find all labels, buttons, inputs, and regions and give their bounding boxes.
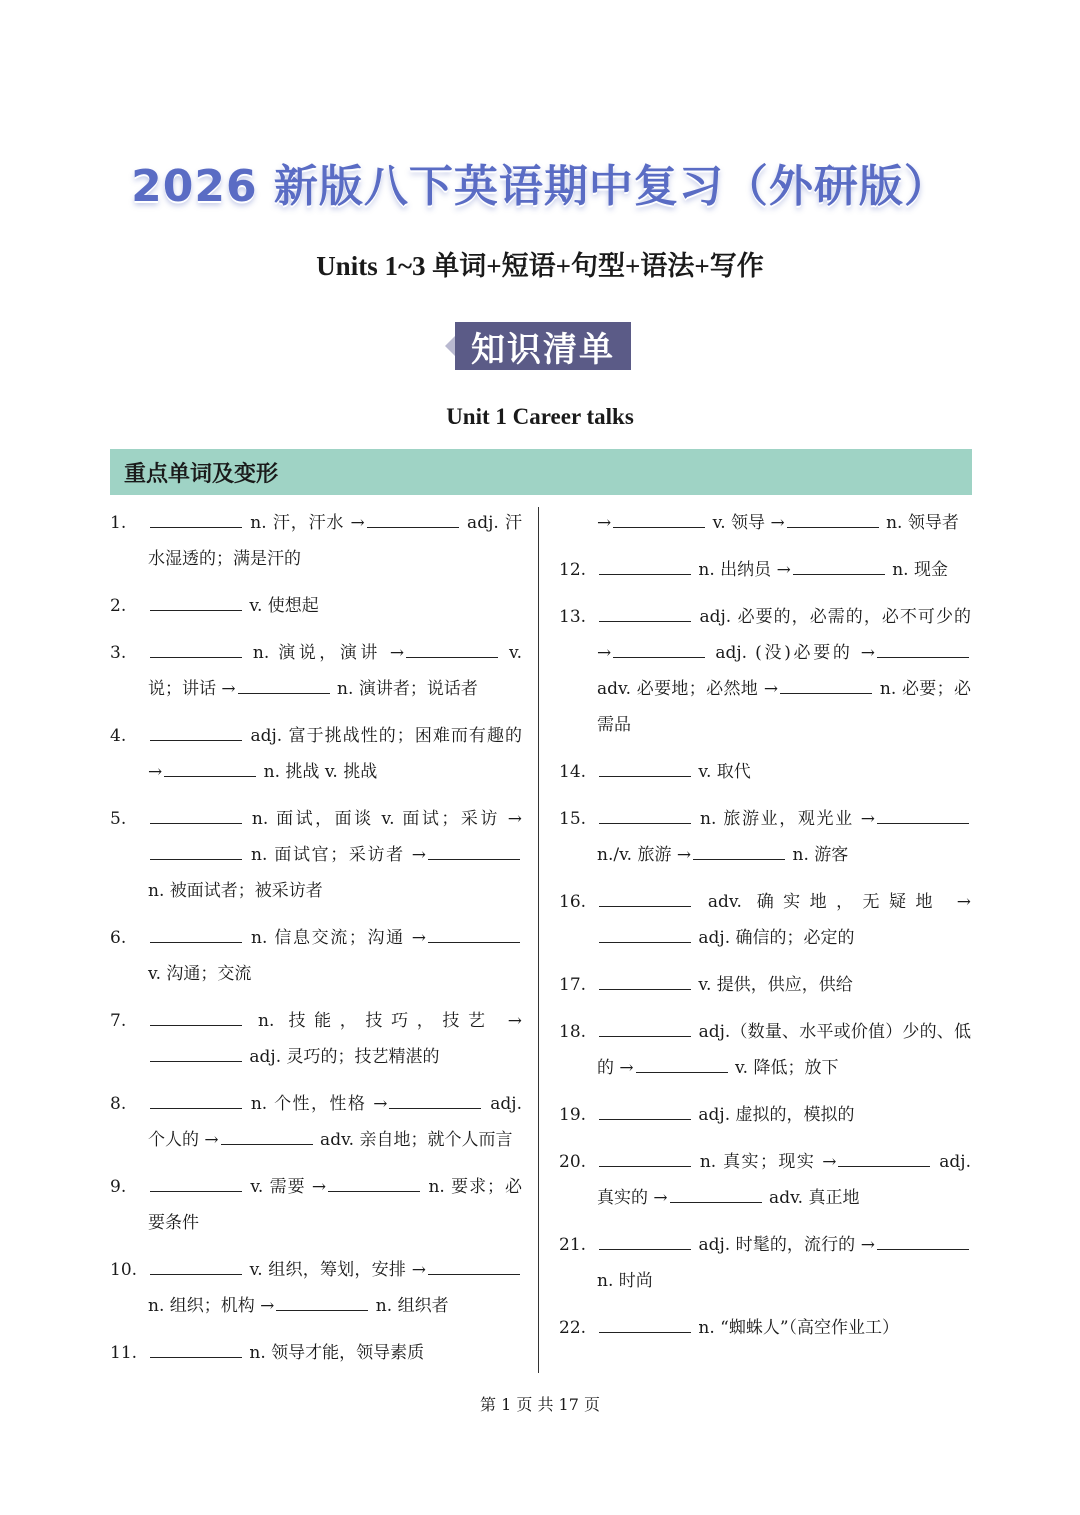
right-column <box>559 505 971 1357</box>
left-column <box>110 505 522 1382</box>
entry-text: n. 出纳员 → n. 现金 <box>597 552 971 588</box>
entry-text: v. 需要 → n. 要求；必要条件 <box>148 1177 522 1233</box>
fill-blank[interactable] <box>221 1130 313 1145</box>
entry-number: 12. <box>559 560 587 580</box>
entry-number: 9. <box>110 1177 127 1197</box>
document-title: 2026 新版八下英语期中复习（外研版） <box>131 161 949 212</box>
fill-blank[interactable] <box>150 928 242 943</box>
fill-blank[interactable] <box>150 726 242 741</box>
entry-number: 18. <box>559 1022 587 1042</box>
fill-blank[interactable] <box>164 762 256 777</box>
fill-blank[interactable] <box>877 1235 969 1250</box>
fill-blank[interactable] <box>599 809 691 824</box>
fill-blank[interactable] <box>428 845 520 860</box>
fill-blank[interactable] <box>238 679 330 694</box>
fill-blank[interactable] <box>599 892 691 907</box>
vocab-entry <box>559 1310 971 1346</box>
entry-number: 1. <box>110 513 127 533</box>
document-subtitle: Units 1~3 单词+短语+句型+语法+写作 <box>316 251 764 281</box>
entry-number: 15. <box>559 809 587 829</box>
fill-blank[interactable] <box>636 1058 728 1073</box>
fill-blank[interactable] <box>150 643 242 658</box>
vocab-entry <box>110 718 522 790</box>
entry-text: adj. 时髦的，流行的 → n. 时尚 <box>597 1227 971 1299</box>
fill-blank[interactable] <box>613 643 705 658</box>
vocab-entry <box>559 1097 971 1133</box>
entry-number: 11. <box>110 1343 138 1363</box>
fill-blank[interactable] <box>150 1094 242 1109</box>
fill-blank[interactable] <box>599 1152 691 1167</box>
fill-blank[interactable] <box>599 1022 691 1037</box>
fill-blank[interactable] <box>150 1260 242 1275</box>
entry-number: 17. <box>559 975 587 995</box>
vocab-entry <box>110 920 522 992</box>
entry-number: 13. <box>559 607 587 627</box>
fill-blank[interactable] <box>793 560 885 575</box>
fill-blank[interactable] <box>150 1047 242 1062</box>
entry-number: 22. <box>559 1318 587 1338</box>
fill-blank[interactable] <box>599 762 691 777</box>
fill-blank[interactable] <box>428 928 520 943</box>
entry-text: v. 取代 <box>597 754 971 790</box>
column-divider <box>538 507 539 1373</box>
entry-number: 8. <box>110 1094 127 1114</box>
fill-blank[interactable] <box>276 1296 368 1311</box>
vocab-entry <box>559 967 971 1003</box>
fill-blank[interactable] <box>599 607 691 622</box>
vocab-entry <box>110 801 522 909</box>
entry-number: 16. <box>559 892 587 912</box>
fill-blank[interactable] <box>877 643 969 658</box>
fill-blank[interactable] <box>599 560 691 575</box>
fill-blank[interactable] <box>599 1318 691 1333</box>
vocab-entry <box>559 552 971 588</box>
vocab-entry <box>110 505 522 577</box>
fill-blank[interactable] <box>838 1152 930 1167</box>
fill-blank[interactable] <box>613 513 705 528</box>
vocab-entry <box>110 1335 522 1371</box>
entry-number: 6. <box>110 928 127 948</box>
vocab-entry <box>559 801 971 873</box>
fill-blank[interactable] <box>428 1260 520 1275</box>
entry-number: 10. <box>110 1260 138 1280</box>
fill-blank[interactable] <box>599 1105 691 1120</box>
knowledge-list-badge: 知识清单 <box>455 322 631 370</box>
vocab-entry <box>110 588 522 624</box>
vocab-entry <box>559 1227 971 1299</box>
fill-blank[interactable] <box>389 1094 481 1109</box>
fill-blank[interactable] <box>150 513 242 528</box>
entry-text: adv. 确实地，无疑地 → adj. 确信的；必定的 <box>597 884 971 956</box>
entry-number: 19. <box>559 1105 587 1125</box>
entry-number: 7. <box>110 1011 127 1031</box>
vocab-entry <box>110 1169 522 1241</box>
entry-text: adj. 必要的，必需的，必不可少的 → adj. (没)必要的 → adv. 必要地；必然地 → n. 必要；必需品 <box>597 607 971 735</box>
fill-blank[interactable] <box>367 513 459 528</box>
entry-text: adj.（数量、水平或价值）少的、低的 → v. 降低；放下 <box>597 1022 971 1078</box>
entry-text: n. 技能，技巧，技艺 → adj. 灵巧的；技艺精湛的 <box>148 1003 522 1075</box>
vocab-entry <box>559 1144 971 1216</box>
entry-text: n. 演说，演讲 → v. 说；讲话 → n. 演讲者；说话者 <box>148 643 522 699</box>
entry-text: → v. 领导 → n. 领导者 <box>597 513 959 533</box>
entry-text: n. 真实；现实 → adj. 真实的 → adv. 真正地 <box>597 1152 971 1208</box>
entry-text: v. 使想起 <box>148 588 522 624</box>
entry-number: 3. <box>110 643 127 663</box>
entry-text: n. 面试，面谈 v. 面试；采访 → n. 面试官；采访者 → n. 被面试者；被采访者 <box>148 809 522 901</box>
page-footer: 第 1 页 共 17 页 <box>480 1395 600 1414</box>
vocab-entry <box>110 1003 522 1075</box>
fill-blank[interactable] <box>150 809 242 824</box>
vocab-entry <box>559 505 971 541</box>
entry-text: adj. 富于挑战性的；困难而有趣的 → n. 挑战 v. 挑战 <box>148 726 522 782</box>
entry-number: 4. <box>110 726 127 746</box>
vocab-entry <box>559 754 971 790</box>
vocab-entry <box>559 1014 971 1086</box>
fill-blank[interactable] <box>780 679 872 694</box>
entry-text: n. 汗，汗水 → adj. 汗水湿透的；满是汗的 <box>148 513 523 569</box>
entry-text: adj. 虚拟的，模拟的 <box>597 1097 971 1133</box>
fill-blank[interactable] <box>150 596 242 611</box>
vocab-entry <box>110 1252 522 1324</box>
entry-number: 20. <box>559 1152 587 1172</box>
unit-title: Unit 1 Career talks <box>446 404 634 429</box>
vocab-entry <box>110 635 522 707</box>
fill-blank[interactable] <box>150 1011 242 1026</box>
vocab-entry <box>559 599 971 743</box>
fill-blank[interactable] <box>599 928 691 943</box>
fill-blank[interactable] <box>599 975 691 990</box>
section-header: 重点单词及变形 <box>110 449 972 495</box>
fill-blank[interactable] <box>599 1235 691 1250</box>
entry-text: n. 旅游业，观光业 → n./v. 旅游 → n. 游客 <box>597 801 971 873</box>
entry-text: n. 信息交流；沟通 → v. 沟通；交流 <box>148 920 522 992</box>
fill-blank[interactable] <box>877 809 969 824</box>
vocab-entry <box>110 1086 522 1158</box>
entry-text: v. 组织，筹划，安排 → n. 组织；机构 → n. 组织者 <box>148 1252 522 1324</box>
fill-blank[interactable] <box>693 845 785 860</box>
entry-number: 5. <box>110 809 127 829</box>
fill-blank[interactable] <box>670 1188 762 1203</box>
fill-blank[interactable] <box>406 643 498 658</box>
fill-blank[interactable] <box>787 513 879 528</box>
entry-number: 14. <box>559 762 587 782</box>
fill-blank[interactable] <box>150 1177 242 1192</box>
entry-text: v. 提供，供应，供给 <box>597 967 971 1003</box>
fill-blank[interactable] <box>150 1343 242 1358</box>
entry-text: n. 个性，性格 → adj. 个人的 → adv. 亲自地；就个人而言 <box>148 1094 522 1150</box>
entry-text: n. “蜘蛛人”（高空作业工） <box>597 1310 971 1346</box>
entry-text: n. 领导才能，领导素质 <box>148 1335 522 1371</box>
fill-blank[interactable] <box>328 1177 420 1192</box>
fill-blank[interactable] <box>150 845 242 860</box>
entry-number: 21. <box>559 1235 587 1255</box>
vocab-entry <box>559 884 971 956</box>
entry-number: 2. <box>110 596 127 616</box>
